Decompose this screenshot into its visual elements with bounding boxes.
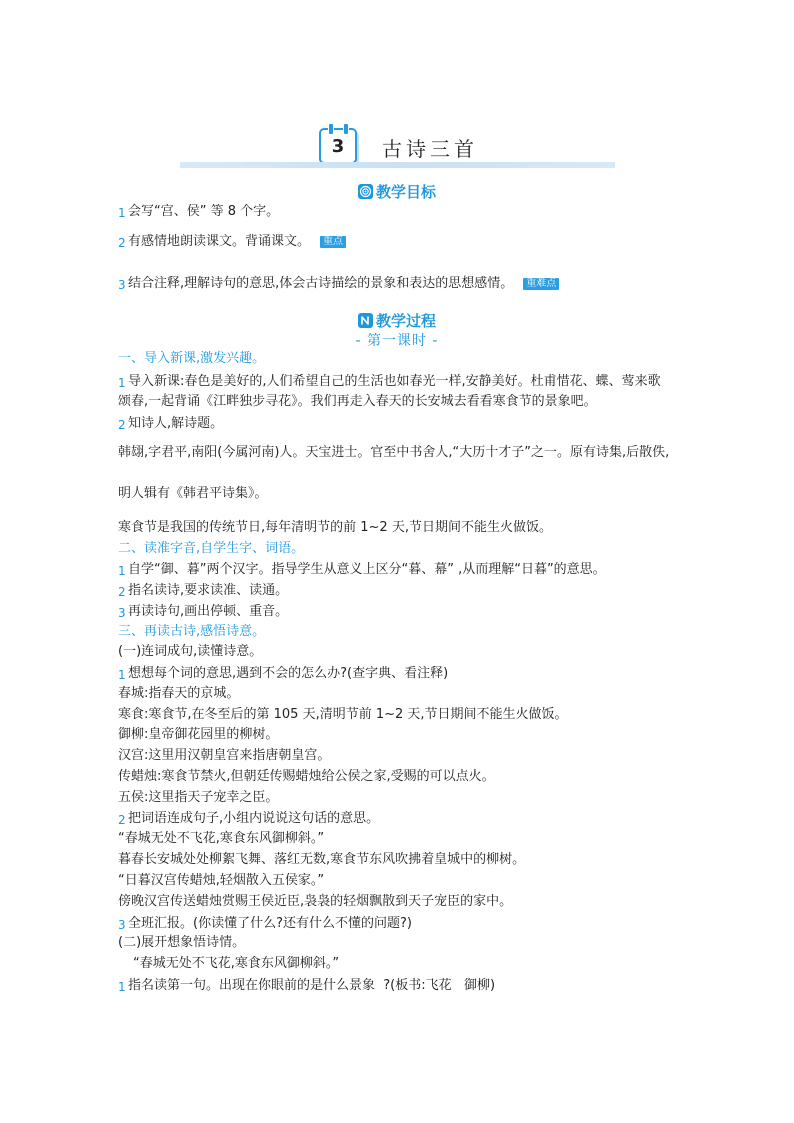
item-number: 3 — [118, 278, 126, 292]
lesson-number: 3 — [331, 136, 345, 157]
subsection-heading: (一)连词成句,读懂诗意。 — [118, 644, 263, 659]
difficulty-badge: 重难点 — [523, 278, 559, 290]
gloss-line: 春城:指春天的京城。 — [118, 686, 240, 701]
objectives-heading — [300, 181, 494, 202]
list-item — [118, 582, 288, 599]
line-text: 明人辑有《韩君平诗集》。 — [118, 486, 268, 501]
translation-line: 傍晚汉宫传送蜡烛赏赐王侯近臣,袅袅的轻烟飘散到天子宠臣的家中。 — [118, 894, 513, 909]
line-text: 寒食节是我国的传统节日,每年清明节的前 1~2 天,节日期间不能生火做饭。 — [118, 520, 552, 535]
line-text: 再读诗句,画出停顿、重音。 — [128, 604, 289, 619]
list-item — [118, 665, 448, 682]
list-item — [118, 915, 412, 932]
item-number: 2 — [118, 418, 126, 432]
line-text: 自学“御、暮”两个汉字。指导学生从意义上区分“暮、幕” ,从而理解“日暮”的意思。 — [128, 562, 606, 577]
section-heading: 三、再读古诗,感悟诗意。 — [118, 624, 266, 639]
line-text: 全班汇报。(你读懂了什么?还有什么不懂的问题?) — [128, 916, 412, 931]
section-heading: 二、读准字音,自学生字、词语。 — [118, 541, 305, 556]
line-text: 指名读第一句。出现在你眼前的是什么景象 ?(板书:飞花 御柳) — [128, 978, 496, 993]
item-number: 3 — [118, 606, 126, 620]
item-number: 2 — [118, 585, 126, 599]
line-text: 韩翃,字君平,南阳(今属河南)人。天宝进士。官至中书舍人,“大历十才子”之一。原有诗集,后散佚, — [118, 445, 670, 460]
poem-line: “春城无处不飞花,寒食东风御柳斜。” — [133, 956, 340, 971]
section-heading: 一、导入新课,激发兴趣。 — [118, 351, 266, 366]
item-number: 2 — [118, 813, 126, 827]
calendar-ring-left — [328, 123, 334, 135]
list-item — [118, 373, 661, 390]
poem-line: “日暮汉宫传蜡烛,轻烟散入五侯家。” — [118, 873, 325, 888]
objective-text: 会写“宫、侯” 等 8 个字。 — [128, 204, 280, 219]
gloss-line: 传蜡烛:寒食节禁火,但朝廷传赐蜡烛给公侯之家,受赐的可以点火。 — [118, 769, 495, 784]
objective-item — [118, 233, 346, 250]
list-item — [118, 603, 288, 620]
subsection-heading: (二)展开想象悟诗情。 — [118, 935, 246, 950]
target-icon — [358, 184, 373, 199]
title-underline — [180, 162, 615, 168]
item-number: 2 — [118, 236, 126, 250]
process-heading — [300, 310, 494, 331]
process-heading-text: 教学过程 — [375, 312, 436, 330]
list-item — [118, 415, 223, 432]
item-number: 1 — [118, 206, 126, 220]
calendar-ring-right — [343, 123, 349, 135]
gloss-line: 寒食:寒食节,在冬至后的第 105 天,清明节前 1~2 天,节日期间不能生火做饭。 — [118, 707, 568, 722]
objective-item — [118, 203, 279, 220]
line-text: 颂春,一起背诵《江畔独步寻花》。我们再走入春天的长安城去看看寒食节的景象吧。 — [118, 394, 597, 409]
calendar-icon — [319, 128, 357, 164]
line-text: 知诗人,解诗题。 — [128, 416, 224, 431]
list-item — [118, 810, 379, 827]
gloss-line: 五侯:这里指天子宠幸之臣。 — [118, 790, 279, 805]
key-point-badge: 重点 — [320, 236, 346, 248]
objective-text: 结合注释,理解诗句的意思,体会古诗描绘的景象和表达的思想感情。 — [128, 276, 514, 291]
item-number: 1 — [118, 564, 126, 578]
line-text: 指名读诗,要求读准、读通。 — [128, 583, 289, 598]
list-item — [118, 977, 495, 994]
gloss-line: 汉宫:这里用汉朝皇宫来指唐朝皇宫。 — [118, 748, 331, 763]
list-item — [118, 561, 606, 578]
session-label: - 第一课时 - — [355, 333, 439, 349]
item-number: 3 — [118, 918, 126, 932]
gloss-line: 御柳:皇帝御花园里的柳树。 — [118, 727, 279, 742]
translation-line: 暮春长安城处处柳絮飞舞、落红无数,寒食节东风吹拂着皇城中的柳树。 — [118, 852, 526, 867]
objective-text: 有感情地朗读课文。背诵课文。 — [128, 234, 311, 249]
objectives-heading-text: 教学目标 — [375, 183, 436, 201]
item-number: 1 — [118, 668, 126, 682]
line-text: 想想每个词的意思,遇到不会的怎么办?(查字典、看注释) — [128, 666, 449, 681]
item-number: 1 — [118, 980, 126, 994]
item-number: 1 — [118, 376, 126, 390]
line-text: 把词语连成句子,小组内说说这句话的意思。 — [128, 811, 380, 826]
objective-item — [118, 275, 559, 292]
lesson-title: 古诗三首 — [382, 137, 478, 161]
process-icon — [358, 313, 373, 328]
poem-line: “春城无处不飞花,寒食东风御柳斜。” — [118, 831, 325, 846]
line-text: 导入新课:春色是美好的,人们希望自己的生活也如春光一样,安静美好。杜甫惜花、蝶、莺来歌 — [128, 374, 661, 389]
